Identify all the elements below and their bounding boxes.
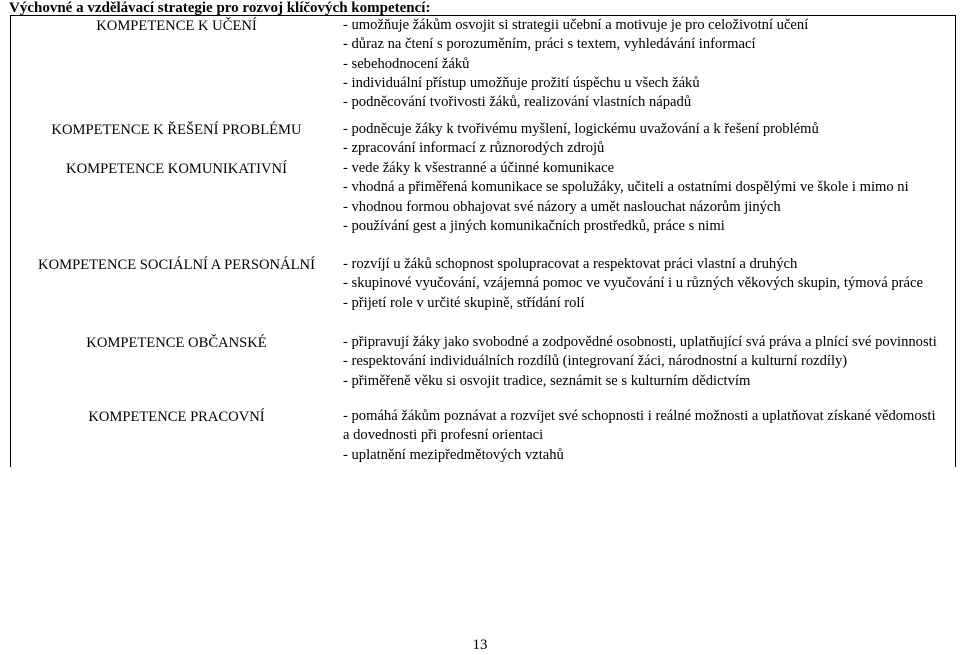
competence-row-communicative <box>11 159 955 255</box>
strategy-list <box>342 407 943 465</box>
competence-label: KOMPETENCE K ŘEŠENÍ PROBLÉMU <box>51 122 302 138</box>
strategy-item: - vhodná a přiměřená komunikace se spolužáky, učiteli a ostatními dospělými ve škole i mimo ni <box>343 179 909 196</box>
strategy-item: - zpracování informací z různorodých zdrojů <box>343 140 605 157</box>
strategy-item: - podněcuje žáky k tvořivému myšlení, logickému uvažování a k řešení problémů <box>343 121 819 137</box>
competence-row-problem-solving <box>11 120 955 159</box>
competence-row-learning <box>11 16 955 120</box>
strategy-item: - umožňuje žákům osvojit si strategii učební a motivuje je pro celoživotní učení <box>343 17 809 33</box>
strategy-item: - uplatnění mezipředmětových vztahů <box>343 446 564 463</box>
strategy-list <box>342 333 943 391</box>
strategy-item: - přijetí role v určité skupině, střídání rolí <box>343 294 585 311</box>
strategy-item: - skupinové vyučování, vzájemná pomoc ve vyučování i u různých věkových skupin, týmová práce <box>343 275 923 292</box>
competence-label: KOMPETENCE KOMUNIKATIVNÍ <box>66 161 287 177</box>
strategy-item: - individuální přístup umožňuje prožití úspěchu u všech žáků <box>343 74 700 91</box>
strategy-item: - důraz na čtení s porozuměním, práci s textem, vyhledávání informací <box>343 36 756 53</box>
competence-label: KOMPETENCE OBČANSKÉ <box>86 335 267 351</box>
strategy-item: - sebehodnocení žáků <box>343 55 470 72</box>
page-number: 13 <box>472 637 488 653</box>
competence-row-social-personal <box>11 255 955 333</box>
strategy-list <box>342 120 943 159</box>
strategy-item: - přiměřeně věku si osvojit tradice, seznámit se s kulturním dědictvím <box>343 372 751 389</box>
strategy-list <box>342 16 943 112</box>
strategy-list <box>342 159 943 236</box>
competence-label: KOMPETENCE PRACOVNÍ <box>88 409 265 425</box>
competence-label: KOMPETENCE K UČENÍ <box>96 18 257 34</box>
strategy-item: - respektování individuálních rozdílů (integrovaní žáci, národnostní a kulturní rozdíly) <box>343 353 848 370</box>
strategy-item: - vede žáky k všestranné a účinné komunikace <box>343 160 615 176</box>
strategy-item: - připravují žáky jako svobodné a zodpovědné osobnosti, uplatňující svá práva a plnící své povinnosti <box>343 334 937 350</box>
strategy-list <box>342 255 943 313</box>
strategy-item: - podněcování tvořivosti žáků, realizování vlastních nápadů <box>343 94 692 111</box>
competence-row-civic <box>11 333 955 407</box>
document-heading: Výchovné a vzdělávací strategie pro rozvoj klíčových kompetencí: <box>9 0 431 16</box>
strategy-item: - rozvíjí u žáků schopnost spolupracovat a respektovat práci vlastní a druhých <box>343 256 798 272</box>
strategy-item: - vhodnou formou obhajovat své názory a umět naslouchat názorům jiných <box>343 198 781 215</box>
strategy-item: - používání gest a jiných komunikačních prostředků, práce s nimi <box>343 217 725 234</box>
competence-label: KOMPETENCE SOCIÁLNÍ A PERSONÁLNÍ <box>38 257 315 273</box>
strategy-item: - pomáhá žákům poznávat a rozvíjet své schopnosti i reálné možnosti a uplatňovat získané vědomosti a dovednosti při profesní orientaci <box>343 408 936 444</box>
competence-row-work <box>11 407 955 467</box>
competence-table <box>10 15 956 467</box>
